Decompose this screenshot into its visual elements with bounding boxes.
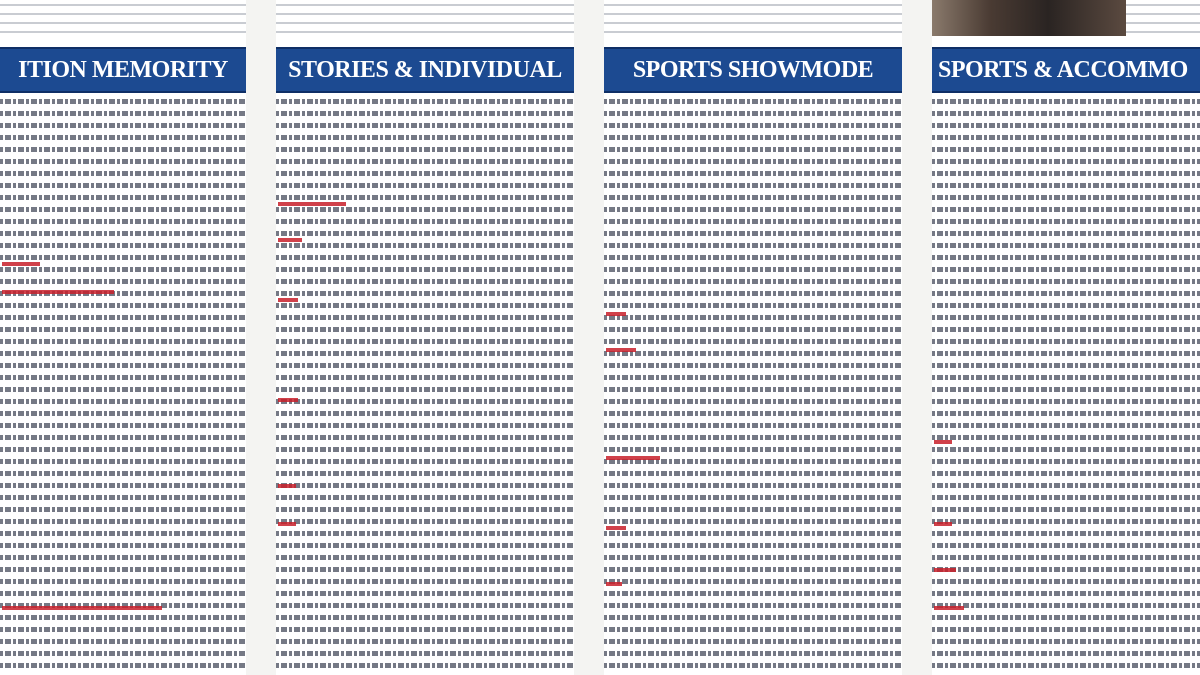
red-highlight <box>934 606 964 610</box>
red-highlight <box>2 262 40 266</box>
red-highlight <box>278 484 296 488</box>
column-1-body-text <box>0 96 246 675</box>
column-4-body-text <box>932 96 1200 675</box>
red-highlight <box>606 456 660 460</box>
red-highlight <box>606 312 626 316</box>
red-highlight <box>278 522 296 526</box>
red-highlight <box>278 238 302 242</box>
red-highlight <box>606 526 626 530</box>
column-1-top-text <box>0 0 246 38</box>
red-highlight <box>606 348 636 352</box>
column-3-banner: SPORTS SHOWMODE <box>604 47 902 93</box>
column-2-top-text <box>276 0 574 38</box>
red-highlight <box>2 606 162 610</box>
red-highlight <box>278 398 298 402</box>
column-1-banner: ITION MEMORITY <box>0 47 246 93</box>
column-2 <box>276 0 574 675</box>
column-2-banner: STORIES & INDIVIDUAL <box>276 47 574 93</box>
red-highlight <box>278 298 298 302</box>
column-4-banner: SPORTS & ACCOMMO <box>932 47 1200 93</box>
red-highlight <box>934 440 952 444</box>
red-highlight <box>278 202 346 206</box>
red-highlight <box>934 522 952 526</box>
column-1 <box>0 0 246 675</box>
red-highlight <box>606 582 622 586</box>
column-4 <box>932 0 1200 675</box>
column-3-body-text <box>604 96 902 675</box>
column-3-top-text <box>604 0 902 38</box>
news-photo <box>932 0 1126 36</box>
column-2-body-text <box>276 96 574 675</box>
red-highlight <box>2 290 114 294</box>
red-highlight <box>934 568 956 572</box>
column-3 <box>604 0 902 675</box>
